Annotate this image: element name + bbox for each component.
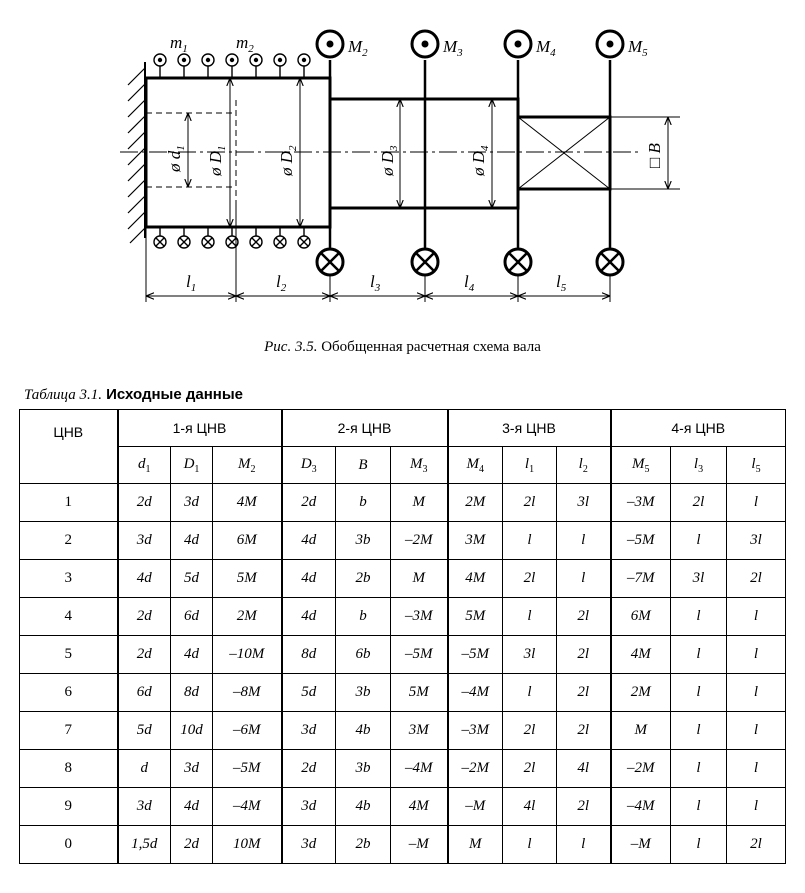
label-M5: $M_5$ [628,37,648,59]
table-group-header-row [20,410,786,447]
distributed-moment-bottom [154,227,310,248]
table-cell: –5M [213,750,282,788]
table-cell: l [727,788,786,826]
table-cell: 2b [336,560,391,598]
table-cell: –3M [391,598,448,636]
column-header: $l_3$ [671,447,727,484]
row-number: 6 [20,674,118,712]
table-caption [24,386,243,404]
shaft-schematic [0,0,805,335]
table-cell: M [448,826,503,864]
table-cell: 2M [611,674,671,712]
table-cell: l [727,636,786,674]
column-header: $D_3$ [282,447,336,484]
table-row [20,560,786,598]
table-cell: –5M [448,636,503,674]
table-cell: –4M [448,674,503,712]
figure-caption [0,339,805,356]
table-cell: 6M [611,598,671,636]
table-cell: l [557,560,611,598]
table-cell: 2l [557,788,611,826]
table-cell: l [503,826,557,864]
table-cell: 2l [557,598,611,636]
label-l1: $l_1$ [186,272,197,294]
table-cell: l [671,674,727,712]
table-cell: –2M [391,522,448,560]
table-cell: 1,5d [118,826,171,864]
table-cell: l [727,750,786,788]
row-number: 8 [20,750,118,788]
header-group: 1-я ЦНВ [118,410,282,447]
table-row [20,674,786,712]
column-header: $M_2$ [213,447,282,484]
column-header: $l_1$ [503,447,557,484]
table-cell: 4M [448,560,503,598]
table-cell: 5M [213,560,282,598]
table-cell: 4d [282,598,336,636]
table-cell: M [611,712,671,750]
header-group: 4-я ЦНВ [611,410,786,447]
row-number: 3 [20,560,118,598]
table-cell: 5M [448,598,503,636]
table-cell: l [727,674,786,712]
table-cell: l [503,522,557,560]
table-cell: l [557,522,611,560]
table-cell: –M [611,826,671,864]
table-cell: l [503,598,557,636]
table-cell: 4d [282,522,336,560]
table-cell: 6d [171,598,213,636]
table-column-header-row [20,447,786,484]
label-m1: $m_1$ [170,33,188,55]
table-cell: 2d [282,750,336,788]
table-cell: 6d [118,674,171,712]
row-number: 1 [20,484,118,522]
label-l2: $l_2$ [276,272,287,294]
table-cell: 10d [171,712,213,750]
table-cell: –3M [448,712,503,750]
column-header: $M_4$ [448,447,503,484]
table-row [20,826,786,864]
table-cell: 2d [118,598,171,636]
table-cell: –M [391,826,448,864]
table-cell: 4d [171,788,213,826]
table-cell: –2M [448,750,503,788]
table-cell: –M [448,788,503,826]
table-row [20,522,786,560]
table-cell: –7M [611,560,671,598]
table-cell: 2l [671,484,727,522]
table-cell: 4l [503,788,557,826]
label-M3: $M_3$ [443,37,463,59]
row-number: 2 [20,522,118,560]
table-cell: 2d [118,484,171,522]
table-cell: 3d [118,788,171,826]
column-header: $M_5$ [611,447,671,484]
table-cell: –5M [611,522,671,560]
row-number: 9 [20,788,118,826]
label-M4: $M_4$ [536,37,556,59]
table-row [20,788,786,826]
table-cell: 2d [118,636,171,674]
table-cell: –5M [391,636,448,674]
label-D1: ø $D_1$ [206,145,228,176]
label-D4: ø $D_4$ [469,145,491,176]
table-cell: –6M [213,712,282,750]
table-cell: 3b [336,522,391,560]
table-cell: 4b [336,712,391,750]
table-cell: 2M [448,484,503,522]
table-cell: l [727,598,786,636]
table-cell: 2b [336,826,391,864]
column-header: $l_5$ [727,447,786,484]
table-cell: l [671,826,727,864]
table-cell: l [503,674,557,712]
table-caption-prefix: Таблица 3.1. [24,387,102,403]
column-header: B [336,447,391,484]
table-cell: 2l [557,712,611,750]
table-cell: –10M [213,636,282,674]
table-cell: l [727,484,786,522]
table-cell: 2l [557,636,611,674]
table-cell: 3b [336,674,391,712]
table-cell: l [671,788,727,826]
table-cell: 4l [557,750,611,788]
table-cell: l [671,712,727,750]
row-number: 5 [20,636,118,674]
row-number: 7 [20,712,118,750]
label-B: □ B [645,143,664,168]
table-cell: 2M [213,598,282,636]
table-cell: 6M [213,522,282,560]
table-cell: 4M [611,636,671,674]
header-group: 2-я ЦНВ [282,410,448,447]
table-cell: 2l [503,750,557,788]
figure-caption-prefix: Рис. 3.5. [264,339,318,355]
table-cell: M [391,560,448,598]
table-row [20,712,786,750]
header-group: 3-я ЦНВ [448,410,611,447]
table-cell: 2l [503,712,557,750]
label-d1: ø $d_1$ [165,145,187,172]
table-caption-title: Исходные данные [101,386,244,403]
table-cell: –4M [213,788,282,826]
table-cell: 8d [171,674,213,712]
table-cell: 2d [282,484,336,522]
table-cell: 4b [336,788,391,826]
table-cell: –4M [391,750,448,788]
table-cell: b [336,598,391,636]
table-cell: l [557,826,611,864]
table-cell: 2l [727,826,786,864]
table-cell: 3b [336,750,391,788]
header-cnv: ЦНВ [20,410,118,484]
table-cell: 3d [282,712,336,750]
row-number: 4 [20,598,118,636]
table-cell: 2l [503,560,557,598]
table-cell: d [118,750,171,788]
table-cell: 10M [213,826,282,864]
table-cell: 3d [171,750,213,788]
label-D2: ø $D_2$ [277,145,299,176]
table-cell: 3l [671,560,727,598]
table-cell: 5d [282,674,336,712]
table-row [20,598,786,636]
table-cell: 5d [118,712,171,750]
table-cell: 3l [557,484,611,522]
figure-caption-text: Обобщенная расчетная схема вала [317,339,541,355]
label-M2: $M_2$ [348,37,368,59]
table-cell: 3l [503,636,557,674]
data-table [19,409,786,864]
table-cell: l [671,598,727,636]
table-cell: 4d [118,560,171,598]
table-cell: l [671,636,727,674]
column-header: $M_3$ [391,447,448,484]
label-l5: $l_5$ [556,272,567,294]
table-cell: 4M [391,788,448,826]
table-cell: 4d [171,522,213,560]
table-cell: –3M [611,484,671,522]
table-row [20,484,786,522]
table-cell: 8d [282,636,336,674]
label-m2: $m_2$ [236,33,254,55]
table-cell: 3d [282,826,336,864]
distributed-moment-top [154,54,310,78]
label-D3: ø $D_3$ [378,145,400,176]
column-header: $D_1$ [171,447,213,484]
table-cell: 3d [282,788,336,826]
table-cell: 5M [391,674,448,712]
column-header: $d_1$ [118,447,171,484]
table-cell: 2l [503,484,557,522]
table-cell: –2M [611,750,671,788]
table-cell: 2l [557,674,611,712]
table-cell: 2d [171,826,213,864]
table-cell: b [336,484,391,522]
table-cell: 3d [118,522,171,560]
table-row [20,636,786,674]
table-cell: l [671,750,727,788]
table-cell: 4d [171,636,213,674]
table-cell: 3d [171,484,213,522]
table-cell: l [727,712,786,750]
table-cell: –4M [611,788,671,826]
table-cell: 6b [336,636,391,674]
table-cell: 3M [448,522,503,560]
label-l3: $l_3$ [370,272,381,294]
row-number: 0 [20,826,118,864]
table-cell: l [671,522,727,560]
table-cell: 3l [727,522,786,560]
label-l4: $l_4$ [464,272,475,294]
table-cell: 5d [171,560,213,598]
column-header: $l_2$ [557,447,611,484]
table-cell: –8M [213,674,282,712]
table-row [20,750,786,788]
table-cell: M [391,484,448,522]
table-cell: 2l [727,560,786,598]
table-cell: 4d [282,560,336,598]
table-cell: 3M [391,712,448,750]
table-cell: 4M [213,484,282,522]
